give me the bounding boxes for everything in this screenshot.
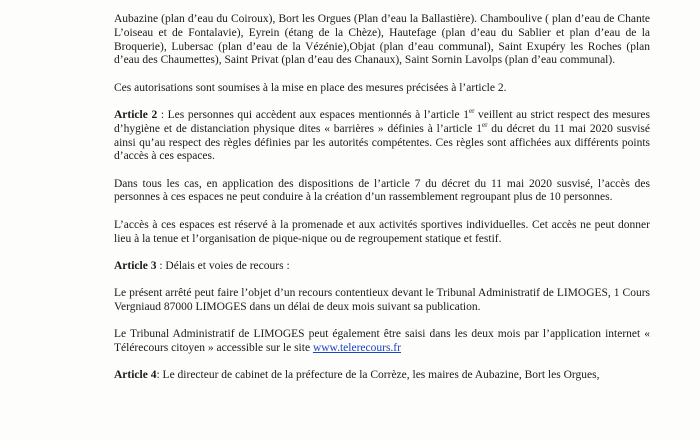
article-2-text-b: veillent au strict respect des mesures d’hygiène et de distanciation physique dites « barrières » définies à l’article 1 [114,108,650,135]
locations-list: Aubazine (plan d’eau du Coiroux), Bort les Orgues (Plan d’eau la Ballastière). Chamboulive ( plan d’eau de Chante L’oiseau et de Fontalavie), Eyrein (étang de la Chèze), Hautefage (plan d’eau du Sablier et plan d’eau de la Broquerie), Lubersac (plan d’eau de la Vézénie),Objat (plan d’eau communal), Saint Exupéry les Roches (plan d’eau des Chaumettes), Saint Privat (plan d’eau des Chanaux), Saint Sornin Lavolps (plan d’eau communal). [114,13,650,67]
telerecours-link[interactable]: www.telerecours.fr [312,342,401,355]
article-2-sup-a: er [468,107,475,116]
article-3-paragraph [114,260,650,274]
article-4-text: : Le directeur de cabinet de la préfecture de la Corrèze, les maires de Aubazine, Bort les Orgues, [156,369,600,382]
acces-paragraph: L’accès à ces espaces est réservé à la promenade et aux activités sportives individuelles. Cet accès ne peut donner lieu à la tenue et l’organisation de pique-nique ou de regroupement statique et festif. [114,218,650,245]
article-2-paragraph [114,109,650,164]
telerecours-paragraph [114,328,650,356]
telerecours-text: Le Tribunal Administratif de LIMOGES peut également être saisi dans les deux mois par l’application internet « Télérecours citoyen » accessible sur le site [114,328,650,355]
recours-paragraph: Le présent arrêté peut faire l’objet d’un recours contentieux devant le Tribunal Administratif de LIMOGES, 1 Cours Vergniaud 87000 LIMOGES dans un délai de deux mois suivant sa publication. [114,287,650,313]
rassemblement-paragraph: Dans tous les cas, en application des dispositions de l’article 7 du décret du 11 mai 2020 susvisé, l’accès des personnes à ces espaces ne peut conduire à la création d’un rassemblement regroupant plus de 10 personnes. [114,177,650,204]
article-2-text-a: : Les personnes qui accèdent aux espaces mentionnés à l’article 1 [157,108,469,121]
article-3-text: : Délais et voies de recours : [156,259,290,272]
autorisations-paragraph: Ces autorisations sont soumises à la mise en place des mesures précisées à l’article 2. [114,81,507,94]
article-2-text-c: du décret du 11 mai 2020 susvisé ainsi qu’au respect des règles définies par les autorités compétentes. Ces règles sont affichées aux différents points d’accès à ces espaces. [114,122,650,163]
article-4-paragraph [114,369,650,383]
article-3-heading: Article 3 [114,259,157,272]
article-4-heading: Article 4 [114,369,157,382]
article-2-sup-b: er [482,120,488,129]
article-2-heading: Article 2 [114,108,158,121]
document-body [114,13,650,383]
